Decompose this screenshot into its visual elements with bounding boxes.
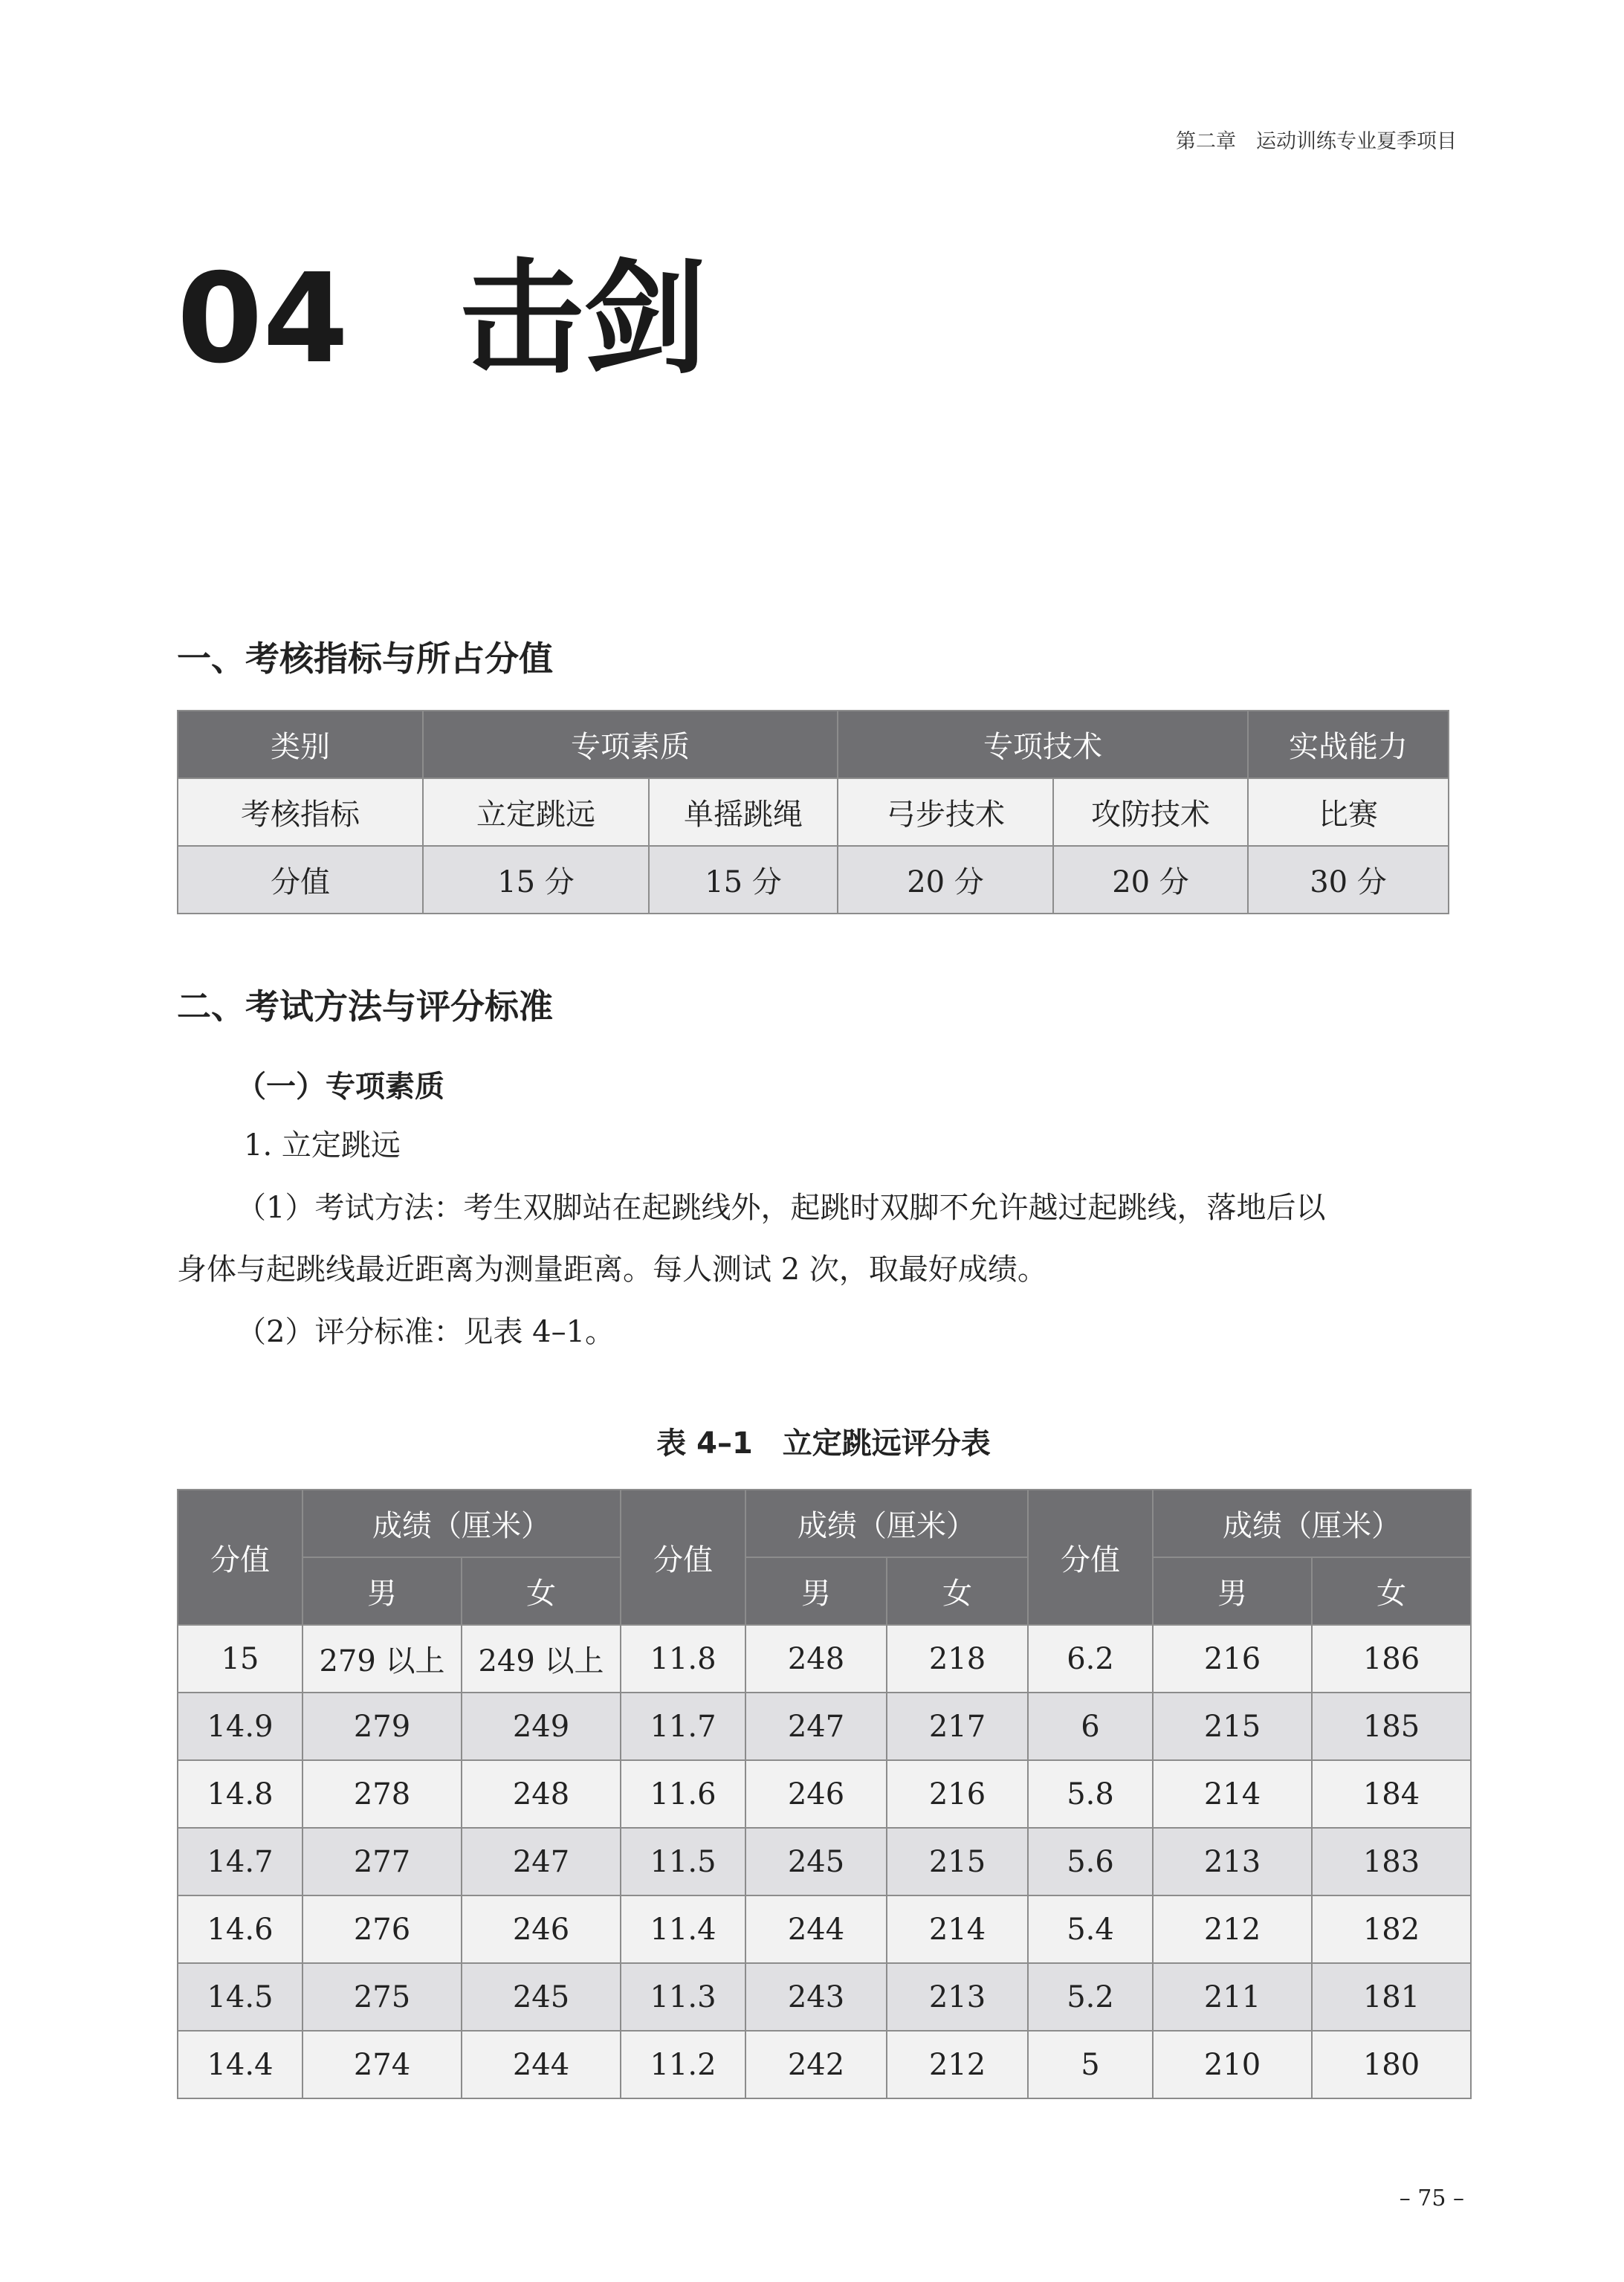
score-row bbox=[178, 846, 1449, 914]
female-result-cell: 244 bbox=[462, 2031, 621, 2098]
male-result-cell: 243 bbox=[745, 1963, 887, 2031]
score-cell: 20 分 bbox=[838, 846, 1053, 914]
female-header: 女 bbox=[1312, 1557, 1471, 1625]
male-result-cell: 215 bbox=[1153, 1693, 1312, 1760]
male-result-cell: 279 以上 bbox=[303, 1625, 462, 1693]
male-result-cell: 247 bbox=[745, 1693, 887, 1760]
female-result-cell: 246 bbox=[462, 1895, 621, 1963]
female-result-cell: 181 bbox=[1312, 1963, 1471, 2031]
female-result-cell: 245 bbox=[462, 1963, 621, 2031]
female-result-cell: 216 bbox=[887, 1760, 1028, 1828]
score-cell: 14.8 bbox=[178, 1760, 303, 1828]
score-cell: 14.9 bbox=[178, 1693, 303, 1760]
table-row bbox=[178, 1895, 1471, 1963]
indicator-cell: 立定跳远 bbox=[423, 778, 649, 846]
female-result-cell: 249 以上 bbox=[462, 1625, 621, 1693]
score-cell: 15 分 bbox=[423, 846, 649, 914]
score-cell: 5.4 bbox=[1028, 1895, 1153, 1963]
chapter-title bbox=[177, 245, 707, 394]
female-result-cell: 180 bbox=[1312, 2031, 1471, 2098]
male-result-cell: 214 bbox=[1153, 1760, 1312, 1828]
score-cell: 14.5 bbox=[178, 1963, 303, 2031]
male-header: 男 bbox=[1153, 1557, 1312, 1625]
result-header: 成绩（厘米） bbox=[745, 1490, 1028, 1557]
score-header: 分值 bbox=[621, 1490, 745, 1625]
score-cell: 5 bbox=[1028, 2031, 1153, 2098]
female-result-cell: 213 bbox=[887, 1963, 1028, 2031]
method-line-2: 身体与起跳线最近距离为测量距离。每人测试 2 次，取最好成绩。 bbox=[177, 1252, 1047, 1287]
table-row bbox=[178, 1963, 1471, 2031]
indicator-table bbox=[177, 710, 1449, 914]
score-cell: 14.4 bbox=[178, 2031, 303, 2098]
running-head: 第二章 运动训练专业夏季项目 bbox=[1176, 130, 1457, 153]
page-number: – 75 – bbox=[1399, 2185, 1464, 2211]
male-result-cell: 244 bbox=[745, 1895, 887, 1963]
item-title: 1. 立定跳远 bbox=[244, 1128, 401, 1163]
female-result-cell: 218 bbox=[887, 1625, 1028, 1693]
score-cell: 11.6 bbox=[621, 1760, 745, 1828]
score-cell: 11.7 bbox=[621, 1693, 745, 1760]
score-cell: 5.2 bbox=[1028, 1963, 1153, 2031]
table-row bbox=[178, 1693, 1471, 1760]
male-result-cell: 242 bbox=[745, 2031, 887, 2098]
header-category: 类别 bbox=[178, 711, 423, 778]
score-header: 分值 bbox=[1028, 1490, 1153, 1625]
score-cell: 14.6 bbox=[178, 1895, 303, 1963]
male-result-cell: 277 bbox=[303, 1828, 462, 1895]
male-result-cell: 248 bbox=[745, 1625, 887, 1693]
header-combat-ability: 实战能力 bbox=[1248, 711, 1449, 778]
header-special-technique: 专项技术 bbox=[838, 711, 1248, 778]
female-result-cell: 249 bbox=[462, 1693, 621, 1760]
female-result-cell: 182 bbox=[1312, 1895, 1471, 1963]
score-cell: 11.2 bbox=[621, 2031, 745, 2098]
male-result-cell: 276 bbox=[303, 1895, 462, 1963]
score-label: 分值 bbox=[178, 846, 423, 914]
table-row bbox=[178, 1625, 1471, 1693]
chapter-number: 04 bbox=[177, 248, 349, 391]
score-cell: 6.2 bbox=[1028, 1625, 1153, 1693]
female-header: 女 bbox=[462, 1557, 621, 1625]
score-cell: 15 bbox=[178, 1625, 303, 1693]
male-result-cell: 274 bbox=[303, 2031, 462, 2098]
section-heading-1: 一、考核指标与所占分值 bbox=[177, 639, 553, 679]
subheading: （一）专项素质 bbox=[236, 1069, 444, 1104]
table-row bbox=[178, 1828, 1471, 1895]
result-header: 成绩（厘米） bbox=[1153, 1490, 1471, 1557]
male-header: 男 bbox=[303, 1557, 462, 1625]
score-cell: 30 分 bbox=[1248, 846, 1449, 914]
indicator-cell: 比赛 bbox=[1248, 778, 1449, 846]
male-header: 男 bbox=[745, 1557, 887, 1625]
score-cell: 11.4 bbox=[621, 1895, 745, 1963]
male-result-cell: 211 bbox=[1153, 1963, 1312, 2031]
male-result-cell: 278 bbox=[303, 1760, 462, 1828]
male-result-cell: 216 bbox=[1153, 1625, 1312, 1693]
male-result-cell: 245 bbox=[745, 1828, 887, 1895]
indicator-cell: 弓步技术 bbox=[838, 778, 1053, 846]
female-result-cell: 214 bbox=[887, 1895, 1028, 1963]
female-result-cell: 184 bbox=[1312, 1760, 1471, 1828]
score-header: 分值 bbox=[178, 1490, 303, 1625]
score-cell: 11.8 bbox=[621, 1625, 745, 1693]
male-result-cell: 275 bbox=[303, 1963, 462, 2031]
female-result-cell: 183 bbox=[1312, 1828, 1471, 1895]
table-row bbox=[178, 2031, 1471, 2098]
indicator-cell: 单摇跳绳 bbox=[649, 778, 838, 846]
female-result-cell: 212 bbox=[887, 2031, 1028, 2098]
female-result-cell: 248 bbox=[462, 1760, 621, 1828]
chapter-name: 击剑 bbox=[460, 248, 708, 391]
male-result-cell: 279 bbox=[303, 1693, 462, 1760]
male-result-cell: 246 bbox=[745, 1760, 887, 1828]
score-cell: 6 bbox=[1028, 1693, 1153, 1760]
header-special-quality: 专项素质 bbox=[423, 711, 838, 778]
female-result-cell: 217 bbox=[887, 1693, 1028, 1760]
result-header: 成绩（厘米） bbox=[303, 1490, 621, 1557]
table-row bbox=[178, 1760, 1471, 1828]
female-header: 女 bbox=[887, 1557, 1028, 1625]
score-cell: 11.3 bbox=[621, 1963, 745, 2031]
score-cell: 14.7 bbox=[178, 1828, 303, 1895]
male-result-cell: 213 bbox=[1153, 1828, 1312, 1895]
male-result-cell: 210 bbox=[1153, 2031, 1312, 2098]
score-cell: 11.5 bbox=[621, 1828, 745, 1895]
indicator-label: 考核指标 bbox=[178, 778, 423, 846]
indicator-cell: 攻防技术 bbox=[1053, 778, 1248, 846]
female-result-cell: 186 bbox=[1312, 1625, 1471, 1693]
male-result-cell: 212 bbox=[1153, 1895, 1312, 1963]
female-result-cell: 185 bbox=[1312, 1693, 1471, 1760]
indicator-row bbox=[178, 778, 1449, 846]
score-cell: 5.8 bbox=[1028, 1760, 1153, 1828]
table-caption: 表 4–1 立定跳远评分表 bbox=[656, 1426, 991, 1461]
standing-jump-table bbox=[177, 1489, 1472, 2099]
female-result-cell: 247 bbox=[462, 1828, 621, 1895]
method-line-1: （1）考试方法：考生双脚站在起跳线外，起跳时双脚不允许越过起跳线，落地后以 bbox=[236, 1191, 1326, 1225]
female-result-cell: 215 bbox=[887, 1828, 1028, 1895]
standard-line: （2）评分标准：见表 4–1。 bbox=[236, 1315, 615, 1349]
score-cell: 20 分 bbox=[1053, 846, 1248, 914]
score-cell: 15 分 bbox=[649, 846, 838, 914]
score-cell: 5.6 bbox=[1028, 1828, 1153, 1895]
section-heading-2: 二、考试方法与评分标准 bbox=[177, 986, 553, 1027]
